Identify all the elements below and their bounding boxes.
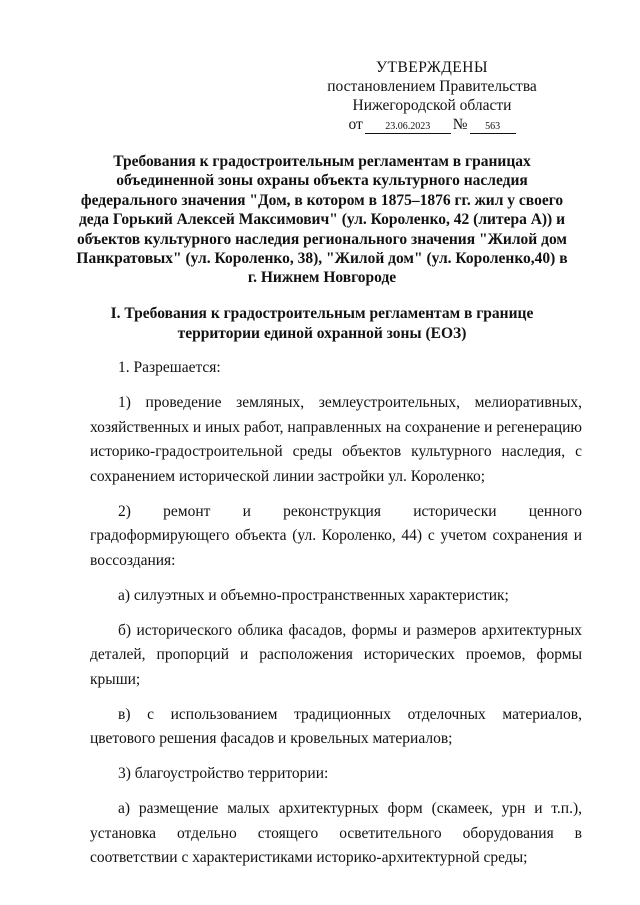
paragraph: 3) благоустройство территории: xyxy=(118,765,329,782)
document-body xyxy=(90,356,582,881)
paragraph: 1) проведение земляных, землеустроительных, мелиоративных, хозяйственных и иных работ, направленных на сохранение и регенерацию историко-градостроительной среды объектов культурного наследия, с сохранением исторической линии застройки ул. Короленко; xyxy=(90,394,582,485)
approval-line-2: Нижегородской области xyxy=(352,97,512,114)
approval-date: 23.06.2023 xyxy=(365,121,451,134)
paragraph: в) с использованием традиционных отделочных материалов, цветового решения фасадов и кровельных материалов; xyxy=(90,705,582,747)
date-prefix: от xyxy=(348,116,363,133)
paragraph: а) размещение малых архитектурных форм (скамеек, урн и т.п.), установка отдельно стоящего осветительного оборудования в соответствии с характеристиками историко-архитектурной среды; xyxy=(90,800,582,866)
approval-stamp xyxy=(318,58,546,134)
approval-line-1: постановлением Правительства xyxy=(327,78,537,95)
paragraph: 1. Разрешается: xyxy=(118,359,221,376)
section-title: I. Требования к градостроительным регламентам в границе территории единой охранной зоны (ЕОЗ) xyxy=(110,305,534,342)
paragraph: а) силуэтных и объемно-пространственных характеристик; xyxy=(118,586,509,604)
approval-date-line xyxy=(318,115,546,134)
document-title: Требования к градостроительным регламентам в границах объединенной зоны охраны объекта культурного наследия федерального значения "Дом, в котором в 1875–1876 гг. жил у своего деда Горький Алексей Максимович" (ул. Короленко, 42 (литера А)) и объектов культурного наследия регионального значения "Жилой дом Панкратовых" (ул. Короленко, 38), "Жилой дом" (ул. Короленко,40) в г. Нижнем Новгороде xyxy=(76,153,568,287)
paragraph: б) исторического облика фасадов, формы и размеров архитектурных деталей, пропорций и расположения исторических проемов, формы крыши; xyxy=(90,621,582,688)
paragraph: 2) ремонт и реконструкция исторически ценного градоформирующего объекта (ул. Короленко, 44) с учетом сохранения и воссоздания: xyxy=(90,502,582,569)
approval-title: УТВЕРЖДЕНЫ xyxy=(376,59,488,76)
number-sign: № xyxy=(452,116,468,133)
approval-number: 563 xyxy=(470,121,516,134)
